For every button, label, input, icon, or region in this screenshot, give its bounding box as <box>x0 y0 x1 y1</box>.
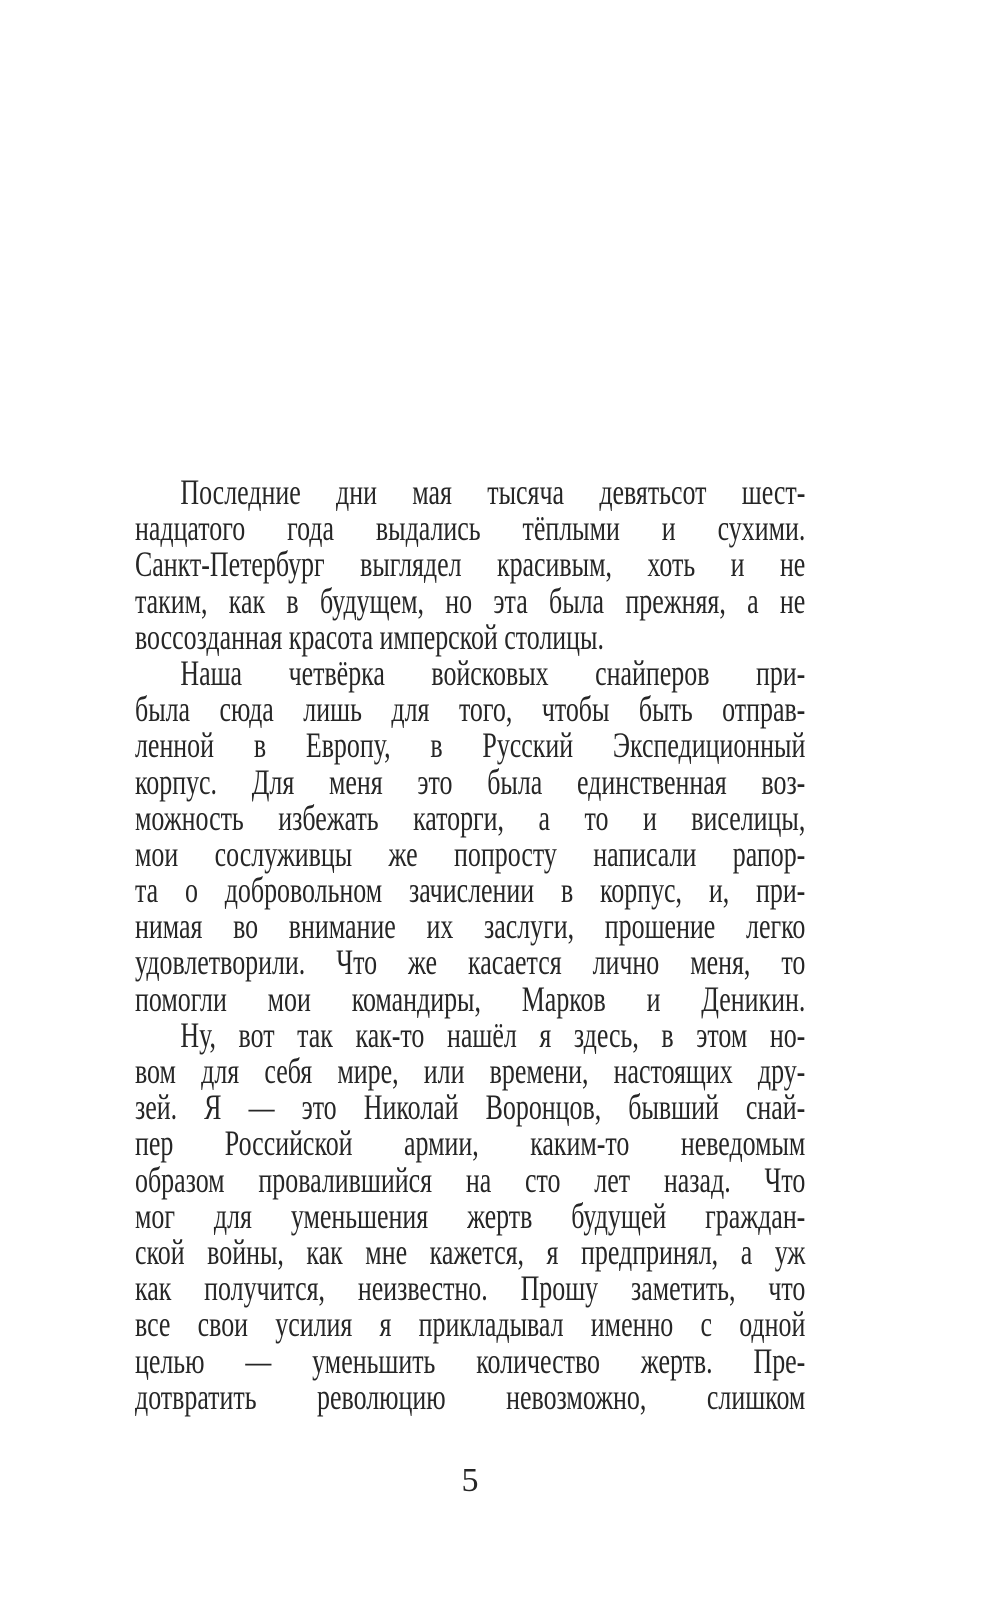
text-line: ленной в Европу, в Русский Экспедиционный <box>135 725 806 766</box>
text-line: корпус. Для меня это была единственная воз- <box>135 761 806 802</box>
text-line: мои сослуживцы же попросту написали рапор- <box>135 833 806 874</box>
text-line: воссозданная красота имперской столицы. <box>135 616 604 657</box>
text-line: целью — уменьшить количество жертв. Пре- <box>135 1340 806 1381</box>
text-line: пер Российской армии, каким-то неведомым <box>135 1123 806 1164</box>
text-line: нимая во внимание их заслуги, прошение легко <box>135 906 806 947</box>
text-line: вом для себя мире, или времени, настоящих дру- <box>135 1051 806 1091</box>
text-line: таким, как в будущем, но эта была прежняя, а не <box>135 580 806 621</box>
page-number: 5 <box>461 1462 479 1499</box>
text-line: мог для уменьшения жертв будущей граждан- <box>135 1195 806 1236</box>
text-line: можность избежать каторги, а то и виселицы, <box>135 797 806 838</box>
text-line: все свои усилия я прикладывал именно с одной <box>135 1304 806 1345</box>
text-line: Ну, вот так как-то нашёл я здесь, в этом но- <box>180 1014 806 1055</box>
text-line: надцатого года выдались тёплыми и сухими. <box>135 508 806 549</box>
text-line: была сюда лишь для того, чтобы быть отправ- <box>135 689 806 730</box>
text-line: удовлетворили. Что же касается лично меня, то <box>135 942 806 983</box>
body-text <box>135 474 805 1415</box>
text-line: помогли мои командиры, Марков и Деникин. <box>135 978 806 1019</box>
text-line: ской войны, как мне кажется, я предпринял, а уж <box>135 1231 806 1272</box>
text-line: Последние дни мая тысяча девятьсот шест- <box>180 472 806 512</box>
text-line: как получится, неизвестно. Прошу заметить, что <box>135 1268 806 1309</box>
text-line: зей. Я — это Николай Воронцов, бывший снай- <box>135 1087 806 1128</box>
text-line: та о добровольном зачислении в корпус, и, при- <box>135 870 806 911</box>
text-line: Наша четвёрка войсковых снайперов при- <box>180 652 806 693</box>
text-line: дотвратить революцию невозможно, слишком <box>135 1376 806 1417</box>
text-line: образом провалившийся на сто лет назад. Что <box>135 1159 806 1200</box>
text-line: Санкт-Петербург выглядел красивым, хоть и не <box>135 544 806 585</box>
